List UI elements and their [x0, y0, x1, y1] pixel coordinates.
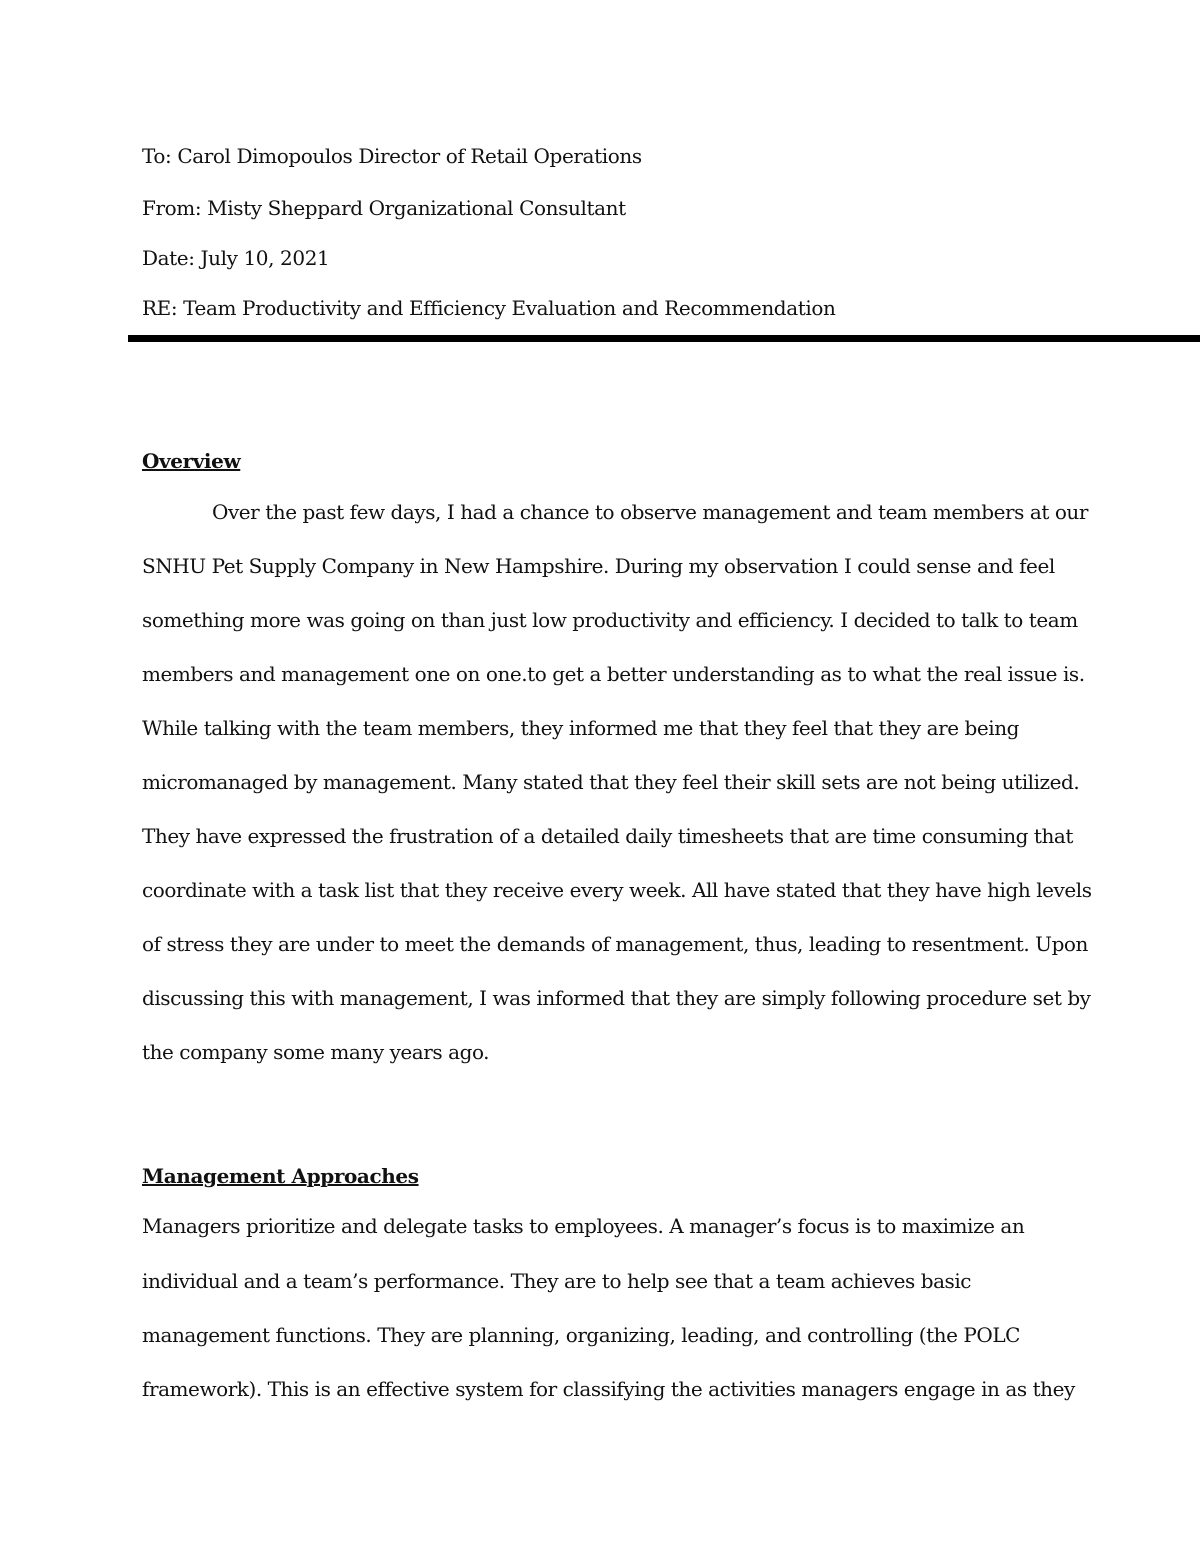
management-line: Managers prioritize and delegate tasks to employees. A manager’s focus is to maximize an: [142, 1214, 1025, 1238]
overview-line: micromanaged by management. Many stated that they feel their skill sets are not being utilized.: [142, 770, 1080, 794]
management-approaches-heading: Management Approaches: [142, 1164, 419, 1188]
overview-line: They have expressed the frustration of a detailed daily timesheets that are time consuming that: [142, 824, 1073, 848]
memo-from-line: From: Misty Sheppard Organizational Consultant: [142, 196, 626, 220]
overview-line: coordinate with a task list that they receive every week. All have stated that they have high levels: [142, 878, 1092, 902]
overview-heading: Overview: [142, 449, 241, 473]
overview-line: SNHU Pet Supply Company in New Hampshire. During my observation I could sense and feel: [142, 554, 1055, 578]
overview-line: members and management one on one.to get a better understanding as to what the real issue is.: [142, 662, 1085, 686]
overview-line: the company some many years ago.: [142, 1040, 490, 1064]
overview-line: discussing this with management, I was informed that they are simply following procedure set by: [142, 986, 1091, 1010]
overview-line: While talking with the team members, they informed me that they feel that they are being: [142, 716, 1020, 740]
memo-divider-rule: [128, 335, 1200, 342]
management-line: individual and a team’s performance. They are to help see that a team achieves basic: [142, 1269, 972, 1293]
overview-line: something more was going on than just low productivity and efficiency. I decided to talk to team: [142, 608, 1078, 632]
management-line: framework). This is an effective system for classifying the activities managers engage in as they: [142, 1377, 1075, 1401]
overview-line: Over the past few days, I had a chance to observe management and team members at our: [212, 500, 1088, 524]
memo-date-line: Date: July 10, 2021: [142, 246, 330, 270]
overview-line: of stress they are under to meet the demands of management, thus, leading to resentment. Upon: [142, 932, 1088, 956]
memo-to-line: To: Carol Dimopoulos Director of Retail Operations: [142, 144, 642, 168]
memo-re-line: RE: Team Productivity and Efficiency Evaluation and Recommendation: [142, 296, 836, 320]
management-line: management functions. They are planning, organizing, leading, and controlling (the POLC: [142, 1323, 1021, 1347]
